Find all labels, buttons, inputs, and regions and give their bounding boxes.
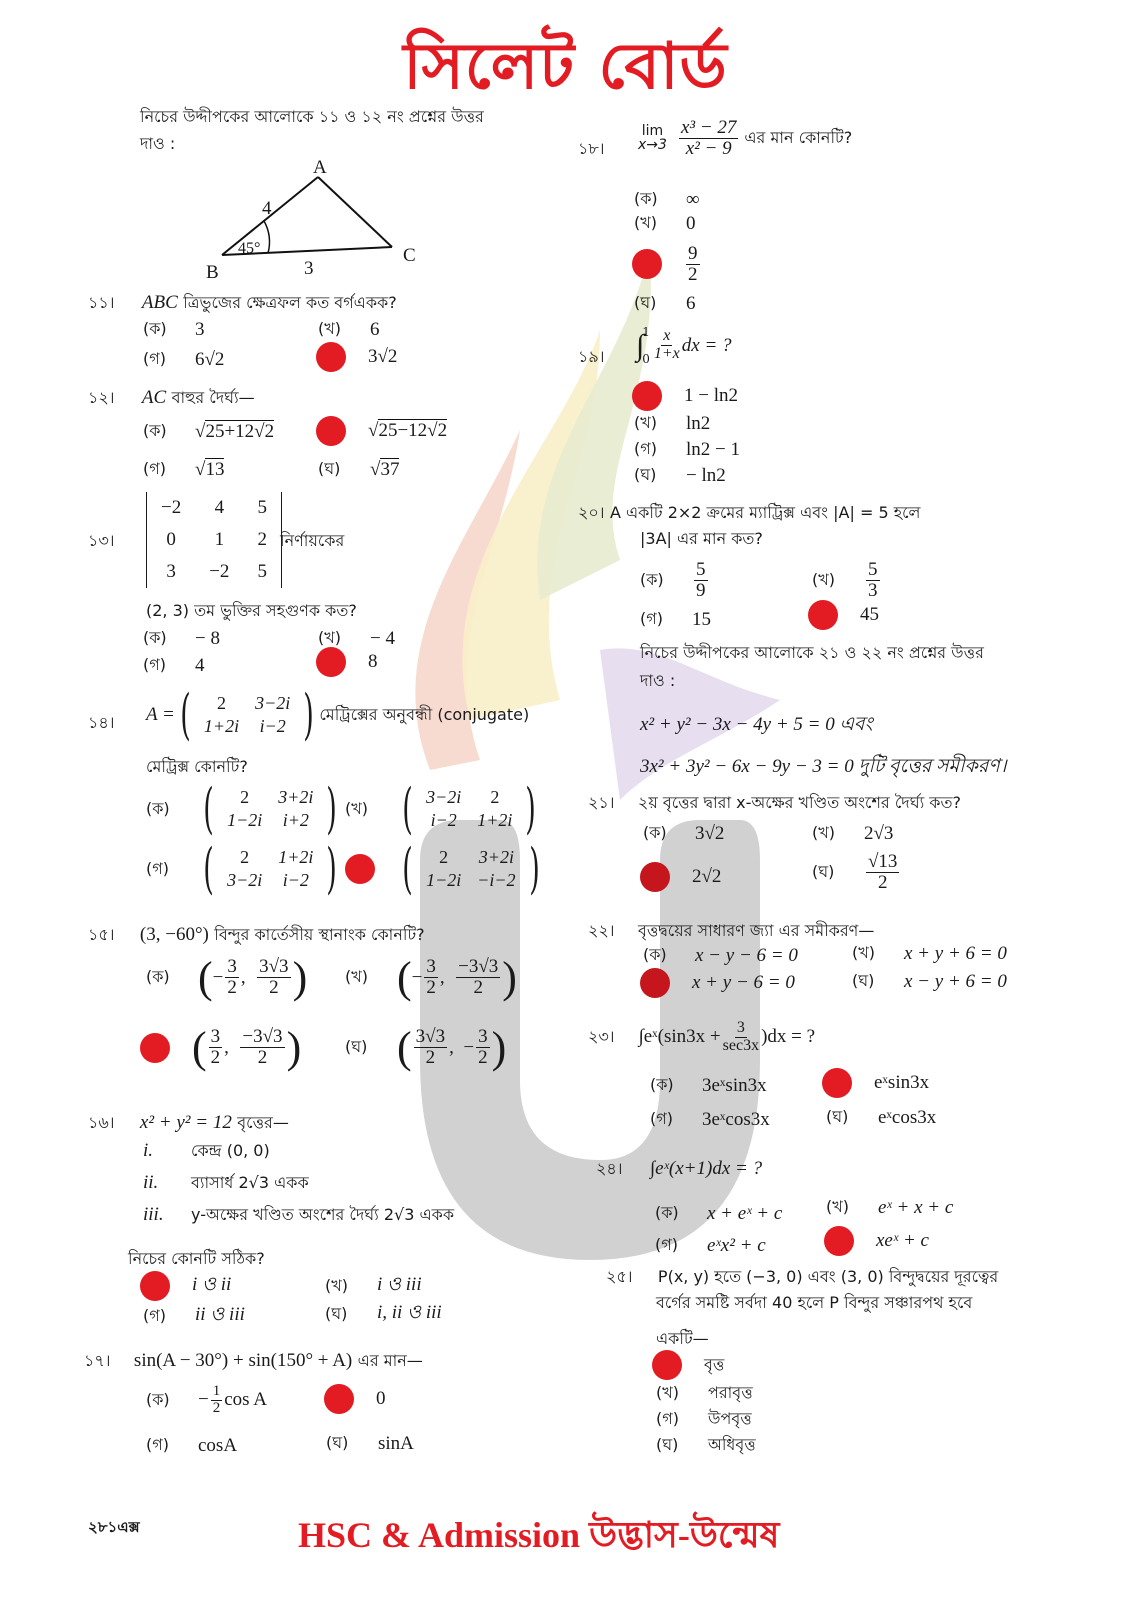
q25-line3: একটি— (656, 1329, 709, 1348)
answer-marker-dot (640, 968, 670, 998)
answer-marker-dot (316, 647, 346, 677)
q11-option-gha-answer[interactable]: 3√2 (316, 342, 397, 372)
question-16: ১৬। x² + y² = 12 বৃত্তের— (88, 1112, 289, 1133)
question-18-number: ১৮। (578, 139, 605, 158)
q24-option-gha-answer[interactable]: xeˣ + c (824, 1226, 929, 1256)
question-20: ২০। A একটি 2×2 ক্রমের ম্যাট্রিক্স এবং |A| = 5 হলে (578, 503, 921, 522)
question-25: ২৫। P(x, y) হতে (−3, 0) এবং (3, 0) বিন্দুদ্বয়ের দূরত্বের (606, 1267, 999, 1286)
q25-option-kha[interactable]: (খ) পরাবৃত্ত (656, 1383, 753, 1402)
answer-marker-dot (632, 381, 662, 411)
q14-option-ga[interactable]: (গ) ( 2 1+2i 3−2i i−2 ) (146, 837, 338, 900)
board-title: সিলেট বোর্ড (403, 30, 728, 104)
q14-option-gha-answer[interactable]: ( 2 3+2i 1−2i −i−2 ) (345, 842, 545, 896)
vertex-c-label: C (403, 245, 416, 266)
question-21: ২১। ২য় বৃত্তের দ্বারা x-অক্ষের খণ্ডিত অংশের দৈর্ঘ্য কত? (588, 793, 961, 812)
q13-option-gha-answer[interactable]: 8 (316, 647, 378, 677)
q21-option-gha[interactable]: (ঘ) $\frac{√13}{2}$ (812, 851, 898, 893)
q11-option-ga[interactable]: (গ) 6√2 (143, 348, 225, 370)
answer-marker-dot (632, 249, 662, 279)
vertex-a-label: A (313, 157, 327, 178)
stem-21-22-eq1: x² + y² − 3x − 4y + 5 = 0 এবং (640, 714, 873, 735)
q13-text: নির্ণায়কের (280, 531, 345, 550)
q17-option-ka[interactable]: (ক) − $\frac{1}{2}$ cos A (146, 1383, 267, 1416)
q13-option-ka[interactable]: (ক) − 8 (143, 627, 220, 649)
q17-option-kha-answer[interactable]: 0 (324, 1384, 386, 1414)
answer-marker-dot (140, 1033, 170, 1063)
question-23: ২৩। ∫eˣ(sin3x + $\frac{3}{\sec 3x}$ )dx = ? (588, 1019, 816, 1054)
q22-option-kha[interactable]: (খ) x + y + 6 = 0 (852, 942, 1007, 964)
side-bc-label: 3 (304, 258, 314, 279)
answer-marker-dot (640, 862, 670, 892)
q20-option-kha[interactable]: (খ) $\frac{5}{3}$ (812, 559, 878, 601)
q19-option-ga[interactable]: (গ) ln2 − 1 (634, 438, 740, 460)
q16-option-gha[interactable]: (ঘ) i, ii ও iii (325, 1302, 442, 1323)
q19-expression: ∫ 1 0 $\frac{x}{1+x}$ dx = ? (636, 325, 732, 366)
answer-marker-dot (140, 1271, 170, 1301)
answer-marker-dot (316, 342, 346, 372)
q21-option-kha[interactable]: (খ) 2√3 (812, 822, 894, 844)
q20-text2: |3A| এর মান কত? (640, 529, 763, 548)
q19-option-gha[interactable]: (ঘ) − ln2 (634, 464, 726, 486)
side-ab-label: 4 (262, 198, 272, 219)
q21-option-ka[interactable]: (ক) 3√2 (643, 822, 725, 844)
question-24: ২৪। ∫eˣ(x+1)dx = ? (596, 1158, 763, 1179)
q23-option-ga[interactable]: (গ) 3eˣcos3x (650, 1108, 770, 1130)
q18-option-gha[interactable]: (ঘ) 6 (634, 292, 696, 314)
q23-option-gha[interactable]: (ঘ) eˣcos3x (826, 1106, 937, 1128)
question-19-number: ১৯। (578, 347, 605, 366)
question-13-number: ১৩। (88, 531, 115, 550)
answer-marker-dot (808, 600, 838, 630)
q22-option-gha[interactable]: (ঘ) x − y + 6 = 0 (852, 970, 1007, 992)
q13-option-ga[interactable]: (গ) 4 (143, 654, 205, 676)
question-12: ১২। AC বাহুর দৈর্ঘ্য— (88, 387, 255, 408)
q18-expression: lim x→3 $\frac{\text{x³ − 27}}{\text{x² − 9}}$ এর মান কোনটি? (638, 117, 853, 159)
stem-21-22-line2: দাও : (640, 671, 676, 690)
q16-option-kha[interactable]: (খ) i ও iii (325, 1274, 422, 1295)
question-17: ১৭। sin(A − 30°) + sin(150° + A) এর মান— (84, 1350, 423, 1371)
q20-option-ka[interactable]: (ক) $\frac{5}{9}$ (640, 559, 706, 601)
question-15: ১৫। (3, −60°) বিন্দুর কার্তেসীয় স্থানাংক কোনটি? (88, 924, 425, 945)
stem-21-22-line1: নিচের উদ্দীপকের আলোকে ২১ ও ২২ নং প্রশ্নের উত্তর (640, 643, 984, 662)
answer-marker-dot (824, 1226, 854, 1256)
q15-option-kha[interactable]: (খ) ( − $\frac{3}{2}$ , $\frac{-3√3}{2}$ ) (345, 953, 517, 1002)
q18-option-ka[interactable]: (ক) ∞ (634, 188, 700, 210)
q24-option-kha[interactable]: (খ) eˣ + x + c (826, 1196, 954, 1218)
q19-option-ka-answer[interactable]: 1 − ln2 (632, 381, 738, 411)
stem-11-12-line1: নিচের উদ্দীপকের আলোকে ১১ ও ১২ নং প্রশ্নের উত্তর (140, 107, 484, 126)
q15-option-ga-answer[interactable]: ( $\frac{3}{2}$ , $\frac{-3√3}{2}$ ) (140, 1022, 301, 1073)
answer-marker-dot (822, 1068, 852, 1098)
q11-option-kha[interactable]: (খ) 6 (318, 318, 380, 340)
q25-option-ka-answer[interactable]: বৃত্ত (652, 1350, 724, 1380)
q13-text2: (2, 3) তম ভুক্তির সহগুণক কত? (146, 601, 357, 620)
q15-option-gha[interactable]: (ঘ) ( $\frac{3√3}{2}$ , − $\frac{3}{2}$ ) (345, 1023, 507, 1072)
q23-option-ka[interactable]: (ক) 3eˣsin3x (650, 1074, 767, 1096)
answer-marker-dot (345, 854, 375, 884)
q14-option-ka[interactable]: (ক) ( 2 3+2i 1−2i i+2 ) (146, 777, 338, 840)
q22-option-ga-answer[interactable]: x + y − 6 = 0 (640, 968, 795, 998)
q24-option-ka[interactable]: (ক) x + eˣ + c (655, 1202, 783, 1224)
q18-option-kha[interactable]: (খ) 0 (634, 212, 696, 234)
q22-option-ka[interactable]: (ক) x − y − 6 = 0 (643, 944, 798, 966)
q16-statement-3: iii. y-অক্ষের খণ্ডিত অংশের দৈর্ঘ্য 2√3 একক (143, 1204, 455, 1225)
q25-line2: বর্গের সমষ্টি সর্বদা 40 হলে P বিন্দুর সঞ্চারপথ হবে (656, 1293, 973, 1312)
answer-marker-dot (316, 416, 346, 446)
q17-option-ga[interactable]: (গ) cosA (146, 1434, 238, 1456)
q14-matrix-a: A = ( 2 3−2i 1+2i i−2 ) মেট্রিক্সের অনুবন্ধী (conjugate) (146, 683, 530, 746)
q21-option-ga-answer[interactable]: 2√2 (640, 862, 721, 892)
q12-option-ga[interactable]: (গ) √13 (143, 458, 225, 480)
q18-option-ga-answer[interactable]: $\frac{9}{2}$ (632, 244, 702, 285)
q16-statement-2: ii. ব্যাসার্ধ 2√3 একক (143, 1172, 309, 1193)
footer-brand: HSC & Admission উদ্ভাস-উন্মেষ (298, 1515, 780, 1555)
q16-text2: নিচের কোনটি সঠিক? (128, 1249, 265, 1268)
page-number: ২৮১এক্স (88, 1518, 140, 1536)
answer-marker-dot (324, 1384, 354, 1414)
angle-b-label: 45° (238, 240, 261, 257)
q12-option-gha[interactable]: (ঘ) √37 (318, 458, 400, 480)
q14-text2: মেট্রিক্স কোনটি? (146, 757, 248, 776)
question-22: ২২। বৃত্তদ্বয়ের সাধারণ জ্যা এর সমীকরণ— (588, 921, 875, 940)
question-14-number: ১৪। (88, 713, 115, 732)
q25-option-gha[interactable]: (ঘ) অধিবৃত্ত (656, 1435, 756, 1454)
q11-option-ka[interactable]: (ক) 3 (143, 318, 205, 340)
q13-option-kha[interactable]: (খ) − 4 (318, 627, 395, 649)
stem-21-22-eq2: 3x² + 3y² − 6x − 9y − 3 = 0 দুটি বৃত্তের সমীকরণ। (640, 756, 1007, 777)
q14-option-kha[interactable]: (খ) ( 3−2i 2 i−2 1+2i ) (345, 777, 537, 840)
question-11: ১১। ABC ত্রিভুজের ক্ষেত্রফল কত বর্গএকক? (88, 292, 397, 313)
q23-option-kha-answer[interactable]: eˣsin3x (822, 1068, 929, 1098)
q13-determinant: −2 4 5 0 1 2 3 −2 5 (146, 492, 282, 588)
q19-option-kha[interactable]: (খ) ln2 (634, 412, 711, 434)
q12-option-kha-answer[interactable]: √25−12√2 (316, 416, 447, 446)
q15-option-ka[interactable]: (ক) ( − $\frac{3}{2}$ , $\frac{3√3}{2}$ ) (146, 953, 308, 1002)
triangle-diagram (200, 155, 460, 285)
vertex-b-label: B (206, 262, 219, 283)
stem-11-12-line2: দাও : (140, 134, 176, 153)
q20-option-ga[interactable]: (গ) 15 (640, 608, 711, 630)
q20-option-gha-answer[interactable]: 45 (808, 600, 879, 630)
answer-marker-dot (652, 1350, 682, 1380)
q17-option-gha[interactable]: (ঘ) sinA (326, 1432, 414, 1454)
q24-option-ga[interactable]: (গ) eˣx² + c (655, 1234, 766, 1256)
q16-option-ga[interactable]: (গ) ii ও iii (143, 1304, 245, 1325)
q16-statement-1: i. কেন্দ্র (0, 0) (143, 1140, 270, 1161)
q12-option-ka[interactable]: (ক) √25+12√2 (143, 420, 275, 442)
q16-option-ka-answer[interactable]: i ও ii (140, 1270, 231, 1302)
q25-option-ga[interactable]: (গ) উপবৃত্ত (656, 1409, 752, 1428)
